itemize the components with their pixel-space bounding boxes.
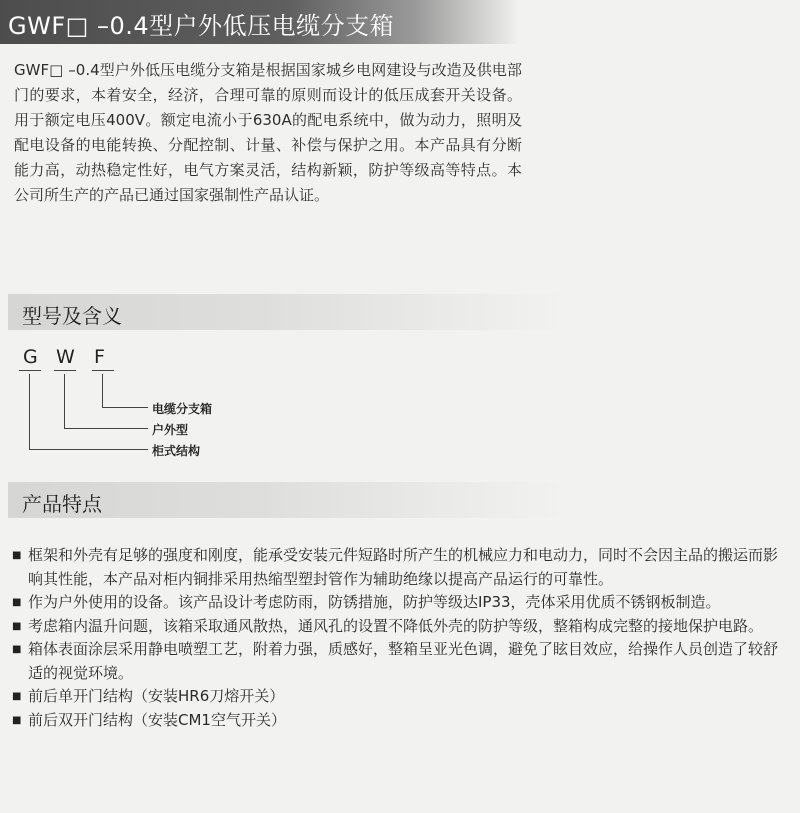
model-section-header [8, 294, 568, 330]
code-label-g: 柜式结构 [152, 444, 201, 458]
connector-g-horizontal [29, 449, 148, 450]
code-letter-g: G [23, 346, 38, 368]
connector-f-vertical [102, 374, 103, 407]
page-title: GWF□ –0.4型户外低压电缆分支箱 [8, 12, 395, 40]
code-letter-f: F [94, 346, 105, 368]
square-bullet-icon: ■ [12, 620, 22, 632]
square-bullet-icon: ■ [12, 714, 22, 726]
list-item: ■ 框架和外壳有足够的强度和刚度，能承受安装元件短路时所产生的机械应力和电动力，同时不会因主品的搬运而影响其性能，本产品对柜内铜排采用热缩型塑封管作为辅助绝缘以提高产品运行的可靠性。 [12, 544, 792, 591]
square-bullet-icon: ■ [12, 691, 22, 702]
connector-f-horizontal [102, 407, 148, 408]
list-item: ■ 考虑箱内温升问题，该箱采取通风散热，通风孔的设置不降低外壳的防护等级，整箱构成完整的接地保护电路。 [12, 615, 792, 639]
list-item: ■ 箱体表面涂层采用静电喷塑工艺，附着力强，质感好，整箱呈亚光色调，避免了眩目效应，给操作人员创造了较舒适的视觉环境。 [12, 638, 792, 685]
title-banner [0, 0, 520, 44]
underline-f [92, 370, 114, 371]
list-item: ■ 前后双开门结构（安装CM1空气开关） [12, 709, 792, 733]
underline-g [19, 370, 41, 371]
connector-w-vertical [64, 374, 65, 428]
square-bullet-icon: ■ [12, 644, 22, 655]
underline-w [54, 370, 76, 371]
model-section-title: 型号及含义 [22, 304, 122, 328]
features-section-title: 产品特点 [22, 492, 102, 516]
code-label-w: 户外型 [152, 423, 189, 437]
list-item: ■ 前后单开门结构（安装HR6刀熔开关） [12, 685, 792, 709]
list-item: ■ 作为户外使用的设备。该产品设计考虑防雨，防锈措施，防护等级达IP33，壳体采用优质不锈钢板制造。 [12, 591, 792, 615]
square-bullet-icon: ■ [12, 550, 22, 561]
intro-paragraph: GWF□ –0.4型户外低压电缆分支箱是根据国家城乡电网建设与改造及供电部门的要求，本着安全，经济，合理可靠的原则而设计的低压成套开关设备。用于额定电压400V。额定电流小于630A的配电系统中，做为动力，照明及配电设备的电能转换、分配控制、计量、补偿与保护之用。本产品具有分断能力高，动热稳定性好，电气方案灵活，结构新颖，防护等级高等特点。本公司所生产的产品已通过国家强制性产品认证。 [14, 61, 522, 204]
features-section-header [8, 482, 568, 518]
connector-w-horizontal [64, 428, 148, 429]
features-list [12, 544, 792, 732]
square-bullet-icon: ■ [12, 597, 22, 608]
code-letter-w: W [56, 346, 75, 368]
code-label-f: 电缆分支箱 [152, 402, 213, 416]
connector-g-vertical [29, 374, 30, 449]
